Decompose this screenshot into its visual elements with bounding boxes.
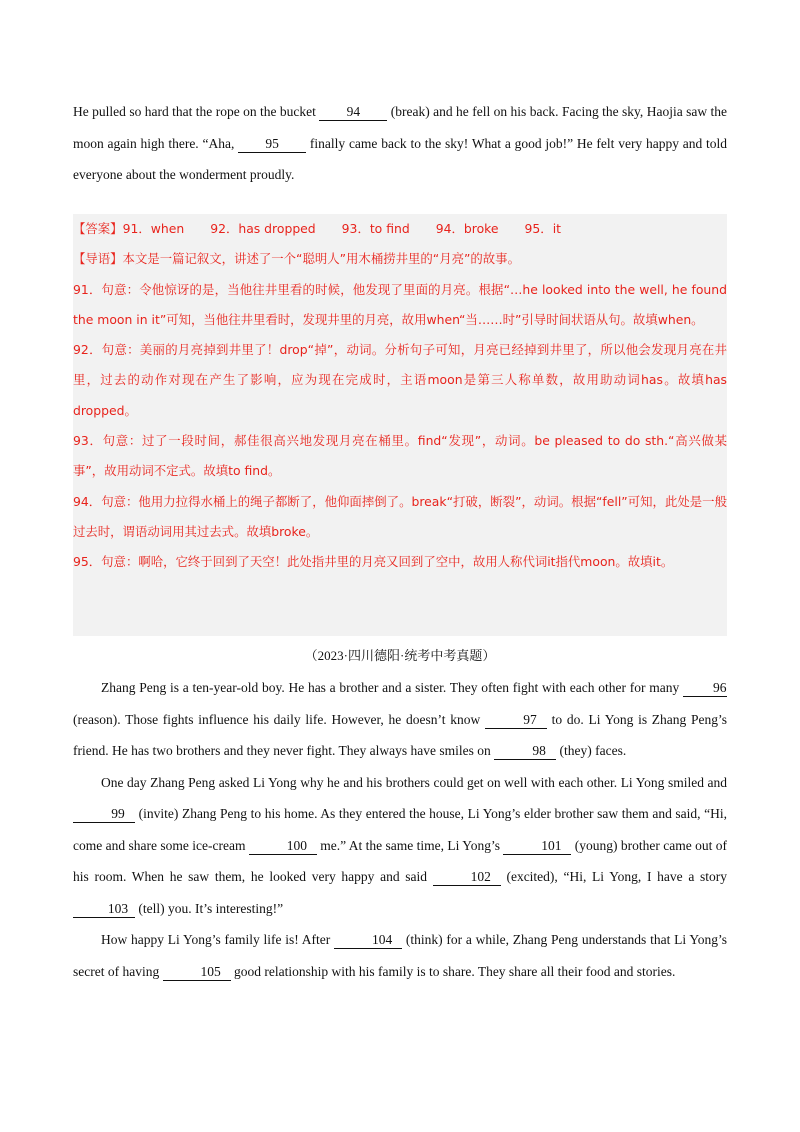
answer-line — [73, 214, 727, 244]
answer-item: 95．it — [524, 221, 561, 236]
explanation-93: 93．句意：过了一段时间，郝佳很高兴地发现月亮在桶里。find“发现”，动词。be pleased to do sth.“高兴做某事”，故用动词不定式。故填to find。 — [73, 433, 727, 479]
passage-text: One day Zhang Peng asked Li Yong why he and his brothers could get on well with each other. Li Yong smiled and — [101, 774, 727, 790]
explanation-95: 95．句意：啊哈，它终于回到了天空！此处指井里的月亮又回到了空中，故用人称代词it指代moon。故填it。 — [73, 554, 674, 570]
blank-96[interactable]: 96 — [683, 680, 727, 697]
passage-text: to do. Li Yong is Zhang Peng’s friend. He has two brothers and they never fight. They always have smiles on — [73, 711, 728, 758]
passage-text: How happy Li Yong’s family life is! After — [101, 932, 331, 947]
blank-102[interactable]: 102 — [433, 869, 501, 886]
answer-item: 91．when — [122, 221, 185, 236]
answer-item: 93．to find — [341, 221, 410, 236]
blank-94[interactable]: 94 — [319, 104, 387, 121]
blank-95[interactable]: 95 — [238, 136, 306, 153]
passage-text: (invite) Zhang Peng to his home. As they entered the house, Li Yong’s elder brother saw them and said, “Hi, come and share some ice-cream — [73, 806, 728, 853]
intro-text: finally came back to the sky! What a good job!” He felt very happy and told everyone about the wonderment proudly. — [73, 135, 728, 182]
passage-paragraph-1 — [73, 672, 727, 767]
passage-text: (tell) you. It’s interesting!” — [138, 900, 284, 916]
passage-paragraph-2 — [73, 767, 727, 925]
passage-text: (think) for a while, Zhang Peng understands that Li Yong’s secret of having — [73, 932, 728, 979]
blank-104[interactable]: 104 — [334, 932, 402, 949]
blank-105[interactable]: 105 — [163, 964, 231, 981]
answer-item: 94．broke — [435, 221, 499, 236]
blank-100[interactable]: 100 — [249, 838, 317, 855]
passage-paragraph-3 — [73, 924, 727, 987]
passage-text: (excited), “Hi, Li Yong, I have a story — [506, 869, 728, 884]
explanation-91: 91．句意：令他惊讶的是，当他往井里看的时候，他发现了里面的月亮。根据“…he looked into the well, he found the moon in it”可知，当他往井里看时，发现井里的月亮，故用when“当……时”引导时间状语从句。故填when。 — [73, 281, 727, 327]
cloze-passage — [73, 672, 727, 987]
intro-text: He pulled so hard that the rope on the bucket — [73, 104, 316, 119]
passage-text: (young) brother came out of his room. When he saw them, he looked very happy and said — [73, 837, 727, 884]
passage-text: Zhang Peng is a ten-year-old boy. He has a brother and a sister. They often fight with each other for many — [101, 680, 680, 695]
passage-text: good relationship with his family is to share. They share all their food and stories. — [233, 963, 676, 979]
passage-text: (they) faces. — [559, 743, 627, 758]
answer-item: 92．has dropped — [210, 221, 316, 236]
intro-paragraph — [73, 96, 727, 191]
blank-97[interactable]: 97 — [485, 712, 547, 729]
source-label: （2023·四川德阳·统考中考真题） — [304, 648, 496, 663]
blank-101[interactable]: 101 — [503, 838, 571, 855]
passage-text: me.” At the same time, Li Yong’s — [320, 837, 500, 853]
intro-text: (break) and he fell on his back. Facing the sky, Haojia saw the moon again high there. “Aha, — [73, 104, 728, 151]
blank-103[interactable]: 103 — [73, 901, 135, 918]
answer-label: 【答案】 — [73, 221, 123, 236]
blank-98[interactable]: 98 — [494, 743, 556, 760]
passage-text: (reason). Those fights influence his daily life. However, he doesn’t know — [73, 711, 481, 727]
answer-box — [73, 214, 727, 636]
guide-text: 【导语】本文是一篇记叙文，讲述了一个“聪明人”用木桶捞井里的“月亮”的故事。 — [73, 251, 520, 267]
explanation-92: 92．句意：美丽的月亮掉到井里了！drop“掉”，动词。分析句子可知，月亮已经掉到井里了，所以他会发现月亮在井里，过去的动作对现在产生了影响，应为现在完成时，主语moon是第三人称单数，故用助动词has。故填has dropped。 — [73, 342, 727, 418]
blank-99[interactable]: 99 — [73, 806, 135, 823]
explanation-94: 94．句意：他用力拉得水桶上的绳子都断了，他仰面摔倒了。break“打破，断裂”，动词。根据“fell”可知，此处是一般过去时，谓语动词用其过去式。故填broke。 — [73, 493, 727, 539]
